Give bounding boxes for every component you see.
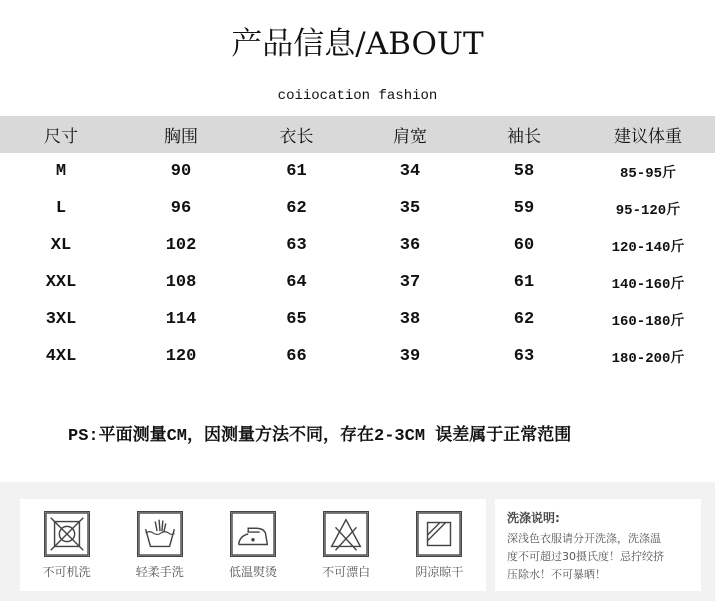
cell-weight: 85-95斤	[619, 165, 676, 182]
header-shoulder: 肩宽	[393, 127, 427, 147]
care-item	[306, 511, 386, 580]
care-item	[27, 511, 107, 580]
cell-size: 4XL	[45, 347, 77, 366]
brand-subtitle: coiiocation fashion	[277, 88, 438, 104]
cell-chest: 96	[170, 199, 192, 218]
no-machine-wash-icon	[44, 511, 90, 557]
instructions-line: 深浅色衣服请分开洗涤，洗涤温	[507, 532, 661, 545]
care-item	[213, 511, 293, 580]
cell-chest: 102	[165, 236, 197, 255]
cell-length: 65	[286, 310, 307, 329]
cell-length: 61	[286, 162, 307, 181]
care-instructions	[495, 499, 701, 591]
cell-sleeve: 61	[513, 273, 535, 292]
measurement-note: PS:平面测量CM，因测量方法不同，存在2-3CM 误差属于正常范围	[68, 427, 572, 446]
cell-shoulder: 39	[399, 347, 421, 366]
table-row	[0, 338, 715, 375]
care-label: 低温熨烫	[228, 565, 277, 579]
cell-sleeve: 63	[513, 347, 535, 366]
cell-chest: 114	[165, 310, 197, 329]
cell-chest: 108	[165, 273, 197, 292]
care-label: 轻柔手洗	[135, 565, 184, 579]
table-row	[0, 301, 715, 338]
instructions-line: 压除水！不可暴晒！	[507, 568, 606, 581]
cell-size: XXL	[45, 273, 77, 292]
cell-length: 66	[286, 347, 307, 366]
table-row	[0, 153, 715, 190]
care-label: 阴凉晾干	[415, 565, 464, 579]
cell-length: 64	[286, 273, 307, 292]
cell-length: 62	[286, 199, 307, 218]
table-row	[0, 190, 715, 227]
cell-length: 63	[286, 236, 307, 255]
cell-size: XL	[50, 236, 72, 255]
low-temp-iron-icon	[230, 511, 276, 557]
header-sleeve: 袖长	[507, 127, 541, 147]
cell-shoulder: 38	[399, 310, 421, 329]
care-item	[120, 511, 200, 580]
cell-weight: 140-160斤	[611, 276, 685, 293]
care-item	[399, 511, 479, 580]
cell-shoulder: 34	[399, 162, 421, 181]
gentle-hand-wash-icon	[137, 511, 183, 557]
shade-dry-icon	[416, 511, 462, 557]
cell-shoulder: 35	[399, 199, 421, 218]
cell-sleeve: 62	[513, 310, 535, 329]
cell-chest: 120	[165, 347, 197, 366]
care-label: 不可机洗	[42, 565, 91, 579]
cell-size: 3XL	[45, 310, 77, 329]
instructions-line: 度不可超过30摄氏度！忌拧绞挤	[507, 550, 664, 563]
header-chest: 胸围	[164, 127, 198, 147]
cell-shoulder: 37	[399, 273, 421, 292]
cell-size: M	[55, 162, 67, 181]
cell-sleeve: 60	[513, 236, 535, 255]
cell-weight: 120-140斤	[611, 239, 685, 256]
care-label: 不可漂白	[322, 565, 371, 579]
cell-weight: 95-120斤	[615, 202, 681, 219]
instructions-title: 洗涤说明:	[507, 511, 560, 525]
cell-weight: 160-180斤	[611, 313, 685, 330]
cell-sleeve: 58	[513, 162, 535, 181]
cell-sleeve: 59	[513, 199, 535, 218]
care-icons	[20, 499, 486, 591]
header-weight: 建议体重	[614, 127, 682, 147]
cell-weight: 180-200斤	[611, 350, 685, 367]
size-table-header	[0, 116, 715, 153]
table-row	[0, 264, 715, 301]
no-bleach-icon	[323, 511, 369, 557]
page-title: 产品信息/ABOUT	[231, 26, 484, 62]
table-row	[0, 227, 715, 264]
header-length: 衣长	[279, 127, 314, 147]
cell-size: L	[55, 199, 67, 218]
care-panel	[0, 482, 715, 601]
cell-shoulder: 36	[399, 236, 421, 255]
size-table	[0, 116, 715, 375]
header-size: 尺寸	[44, 127, 78, 147]
cell-chest: 90	[170, 162, 192, 181]
